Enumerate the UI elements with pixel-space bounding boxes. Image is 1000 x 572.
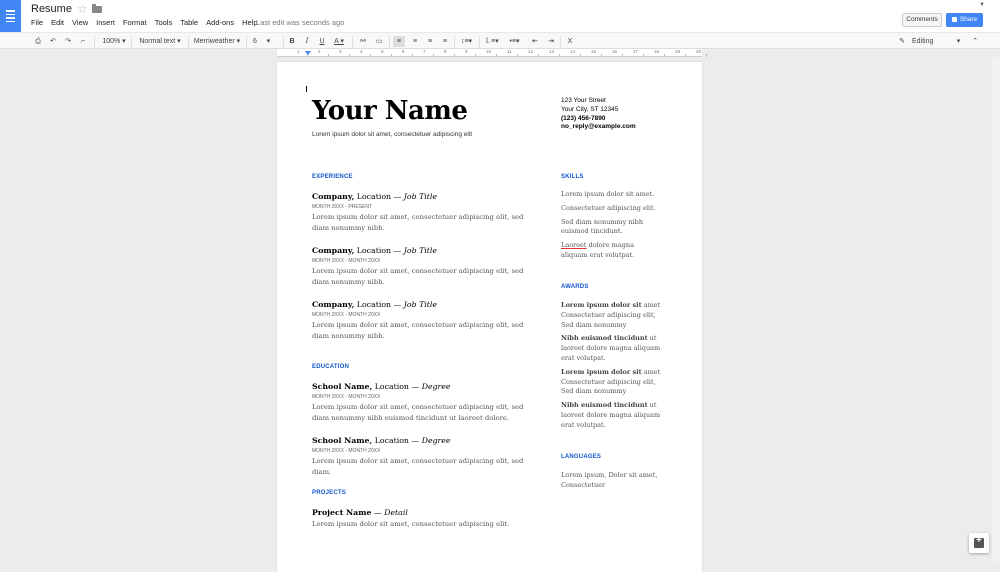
ruler-number: 11 [507,49,512,54]
editing-mode-value: Editing [912,38,934,45]
justify-icon[interactable]: ≡ [442,38,448,45]
font-size-value: 6 [253,38,257,45]
ruler-tick [580,54,581,57]
ruler-tick [349,54,350,57]
ruler-number: 4 [360,49,363,54]
toolbar-divider [131,36,132,47]
entry-dates: MONTH 20XX - MONTH 20XX [312,394,381,400]
menu-edit[interactable]: Edit [51,18,65,27]
menu-file[interactable]: File [31,18,44,27]
ruler-tick [517,54,518,57]
underline-icon[interactable]: U [319,38,325,45]
redo-icon[interactable]: ↷ [65,38,71,45]
resume-name[interactable]: Your Name [312,96,468,126]
entry-title: Project Name — Detail [312,508,408,517]
align-left-icon[interactable]: ≡ [393,36,405,47]
collapse-caret-icon[interactable]: ▼ [979,2,985,8]
add-comment-icon[interactable] [969,533,989,553]
share-label: Share [959,16,978,23]
award-item: Nibh euismod tincidunt ut laoreet dolore magna aliquam erat volutpat. [561,334,661,362]
font-select[interactable]: Merriweather ▾ [193,38,241,45]
education-entry[interactable] [312,382,527,423]
entry-description: Lorem ipsum dolor sit amet, consectetuer adipiscing elit, sed diam nonummy nibh euismod tincidunt ut laoreet dolore. [312,403,524,422]
ruler-track[interactable] [277,49,702,57]
ruler-tick [475,54,476,57]
toolbar-divider [246,36,247,47]
spellcheck-word[interactable]: Laoreet [561,241,587,250]
skill-item: Laoreet dolore magna aliquam erat volutpat. [561,241,635,259]
italic-icon[interactable]: I [305,37,309,45]
entry-description: Lorem ipsum dolor sit amet, consectetuer adipiscing elit, sed diam nonummy nibh. [312,267,524,286]
resume-tagline[interactable]: Lorem ipsum dolor sit amet, consectetuer adipiscing elit [312,131,473,138]
ruler-number: 8 [444,49,447,54]
comment-icon[interactable]: ▭ [375,38,383,45]
ruler-tick [685,54,686,57]
vertical-scrollbar[interactable] [992,57,1000,561]
ruler-number: 1 [297,49,300,54]
ruler-tick [328,54,329,57]
entry-description: Lorem ipsum dolor sit amet, consectetuer adipiscing elit, sed diam. [312,457,524,476]
languages-text[interactable]: Lorem ipsum, Dolor sit amet, Consectetuer [561,471,658,489]
ruler-tick [538,54,539,57]
ruler-number: 12 [528,49,534,54]
entry-title: School Name, Location — Degree [312,436,451,445]
awards-heading: AWARDS [561,284,589,290]
zoom-select[interactable]: 100% ▾ [102,38,126,45]
clear-formatting-icon[interactable]: Ⅹ [567,38,573,45]
skill-item: Consectetuer adipiscing elit. [561,203,656,212]
skill-item: Sed diam nonummy nibh euismod tincidunt. [561,217,644,236]
document-page[interactable] [277,62,702,572]
experience-entry[interactable] [312,192,527,233]
contact-street: 123 Your Street [561,97,606,104]
toolbar-divider [479,36,480,47]
entry-title: School Name, Location — Degree [312,382,451,391]
toolbar-divider [389,36,390,47]
indent-marker-icon[interactable] [305,51,311,55]
numbered-list-icon[interactable]: ⒈≡▾ [484,38,499,45]
toolbar-divider [283,36,284,47]
toolbar-divider [94,36,95,47]
increase-indent-icon[interactable]: ⇥ [548,38,554,45]
toolbar-divider [454,36,455,47]
ruler-number: 7 [423,49,426,54]
ruler-tick [433,54,434,57]
ruler-tick [496,54,497,57]
toolbar-divider [560,36,561,47]
lock-icon [952,17,957,22]
entry-dates: MONTH 20XX - MONTH 20XX [312,258,381,264]
entry-title: Company, Location — Job Title [312,246,438,255]
paint-format-icon[interactable]: ⌐ [80,38,86,45]
contact-city: Your City, ST 12345 [561,105,619,113]
ruler-tick [601,54,602,57]
print-icon[interactable]: ⎙ [35,38,41,45]
style-select[interactable]: Normal text ▾ [139,38,181,45]
zoom-value: 100% [102,38,121,45]
menu-tools[interactable]: Tools [154,18,173,27]
docs-logo-icon[interactable] [0,0,21,32]
decrease-indent-icon[interactable]: ⇤ [532,38,538,45]
ruler-number: 10 [486,49,492,54]
style-value: Normal text [139,38,176,45]
text-cursor [306,86,307,92]
contact-block[interactable] [561,97,636,132]
menu-view[interactable]: View [72,18,89,27]
ruler-tick [643,54,644,57]
education-heading: EDUCATION [312,364,350,370]
entry-dates: MONTH 20XX - MONTH 20XX [312,312,381,318]
line-spacing-icon[interactable]: ↕≡▾ [460,38,473,45]
share-button[interactable] [946,13,983,27]
ruler-number: 9 [465,49,468,54]
toolbar-divider [352,36,353,47]
education-entry[interactable] [312,436,527,477]
entry-description: Lorem ipsum dolor sit amet, consectetuer adipiscing elit, sed diam nonummy nibh. [312,321,524,340]
last-edit-status[interactable]: Last edit was seconds ago [256,18,345,27]
menu-insert[interactable]: Insert [96,18,115,27]
doc-title[interactable]: Resume [31,3,72,15]
ruler [0,49,1000,57]
ruler-number: 17 [633,49,639,54]
entry-dates: MONTH 20XX - PRESENT [312,204,373,210]
undo-icon[interactable]: ↶ [50,38,56,45]
ruler-number: 6 [402,49,405,54]
text-color-icon[interactable]: A ▾ [334,38,344,45]
experience-entry[interactable] [312,300,527,341]
entry-title: Company, Location — Job Title [312,300,438,309]
folder-icon[interactable] [92,6,102,13]
award-item: Lorem ipsum dolor sit amet Consectetuer adipiscing elit, Sed diam nonummy [561,367,661,396]
skill-item: Lorem ipsum dolor sit amet. [561,190,655,198]
ruler-number: 18 [654,49,660,54]
ruler-number: 5 [381,49,384,54]
ruler-tick [706,54,707,57]
contact-email: no_reply@example.com [561,123,636,131]
toolbar [0,32,1000,49]
ruler-tick [391,54,392,57]
ruler-number: 13 [549,49,555,54]
skills-list[interactable] [561,190,661,261]
top-bar [0,0,1000,32]
pencil-icon: ✎ [899,38,905,45]
ruler-number: 19 [675,49,681,54]
ruler-tick [622,54,623,57]
entry-description: Lorem ipsum dolor sit amet, consectetuer adipiscing elit, sed diam nonummy nibh. [312,213,524,232]
awards-list[interactable] [561,301,661,431]
menu-bar [31,18,266,27]
ruler-number: 14 [570,49,576,54]
award-item: Lorem ipsum dolor sit amet Consectetuer adipiscing elit, Sed diam nonummy [561,301,661,329]
languages-heading: LANGUAGES [561,454,602,460]
align-right-icon[interactable]: ≡ [427,38,433,45]
skills-heading: SKILLS [561,174,584,180]
ruler-tick [664,54,665,57]
ruler-number: 16 [612,49,618,54]
experience-heading: EXPERIENCE [312,174,353,180]
toolbar-divider [188,36,189,47]
menu-format[interactable]: Format [122,18,147,27]
ruler-tick [454,54,455,57]
font-value: Merriweather [193,38,235,45]
menu-table[interactable]: Table [180,18,199,27]
contact-phone: (123) 456-7890 [561,114,606,122]
entry-description: Lorem ipsum dolor sit amet, consectetuer adipiscing elit. [312,520,510,528]
menu-addons[interactable]: Add-ons [206,18,235,27]
experience-entry[interactable] [312,246,527,287]
collapse-toolbar-icon[interactable]: ⌃ [972,38,978,45]
menu-help[interactable]: Help [242,18,258,27]
font-size-select[interactable]: 6 ▾ [253,38,271,45]
ruler-number: 20 [696,49,702,54]
bold-icon[interactable]: B [289,38,295,45]
bulleted-list-icon[interactable]: •≡▾ [509,38,520,45]
ruler-number: 3 [339,49,342,54]
award-item: Nibh euismod tincidunt ut laoreet dolore magna aliquam erat volutpat. [561,401,661,429]
editing-mode-select[interactable]: Editing ▾ [912,38,961,45]
ruler-number: 2 [318,49,321,54]
ruler-tick [412,54,413,57]
star-icon[interactable]: ☆ [77,2,88,16]
ruler-tick [370,54,371,57]
projects-heading: PROJECTS [312,490,346,496]
entry-dates: MONTH 20XX - MONTH 20XX [312,448,381,454]
comments-button[interactable]: Comments [902,13,942,27]
ruler-tick [559,54,560,57]
entry-title: Company, Location — Job Title [312,192,438,201]
align-center-icon[interactable]: ≡ [412,38,418,45]
project-entry[interactable] [312,508,527,530]
link-icon[interactable]: ⚯ [360,38,366,45]
ruler-number: 15 [591,49,597,54]
